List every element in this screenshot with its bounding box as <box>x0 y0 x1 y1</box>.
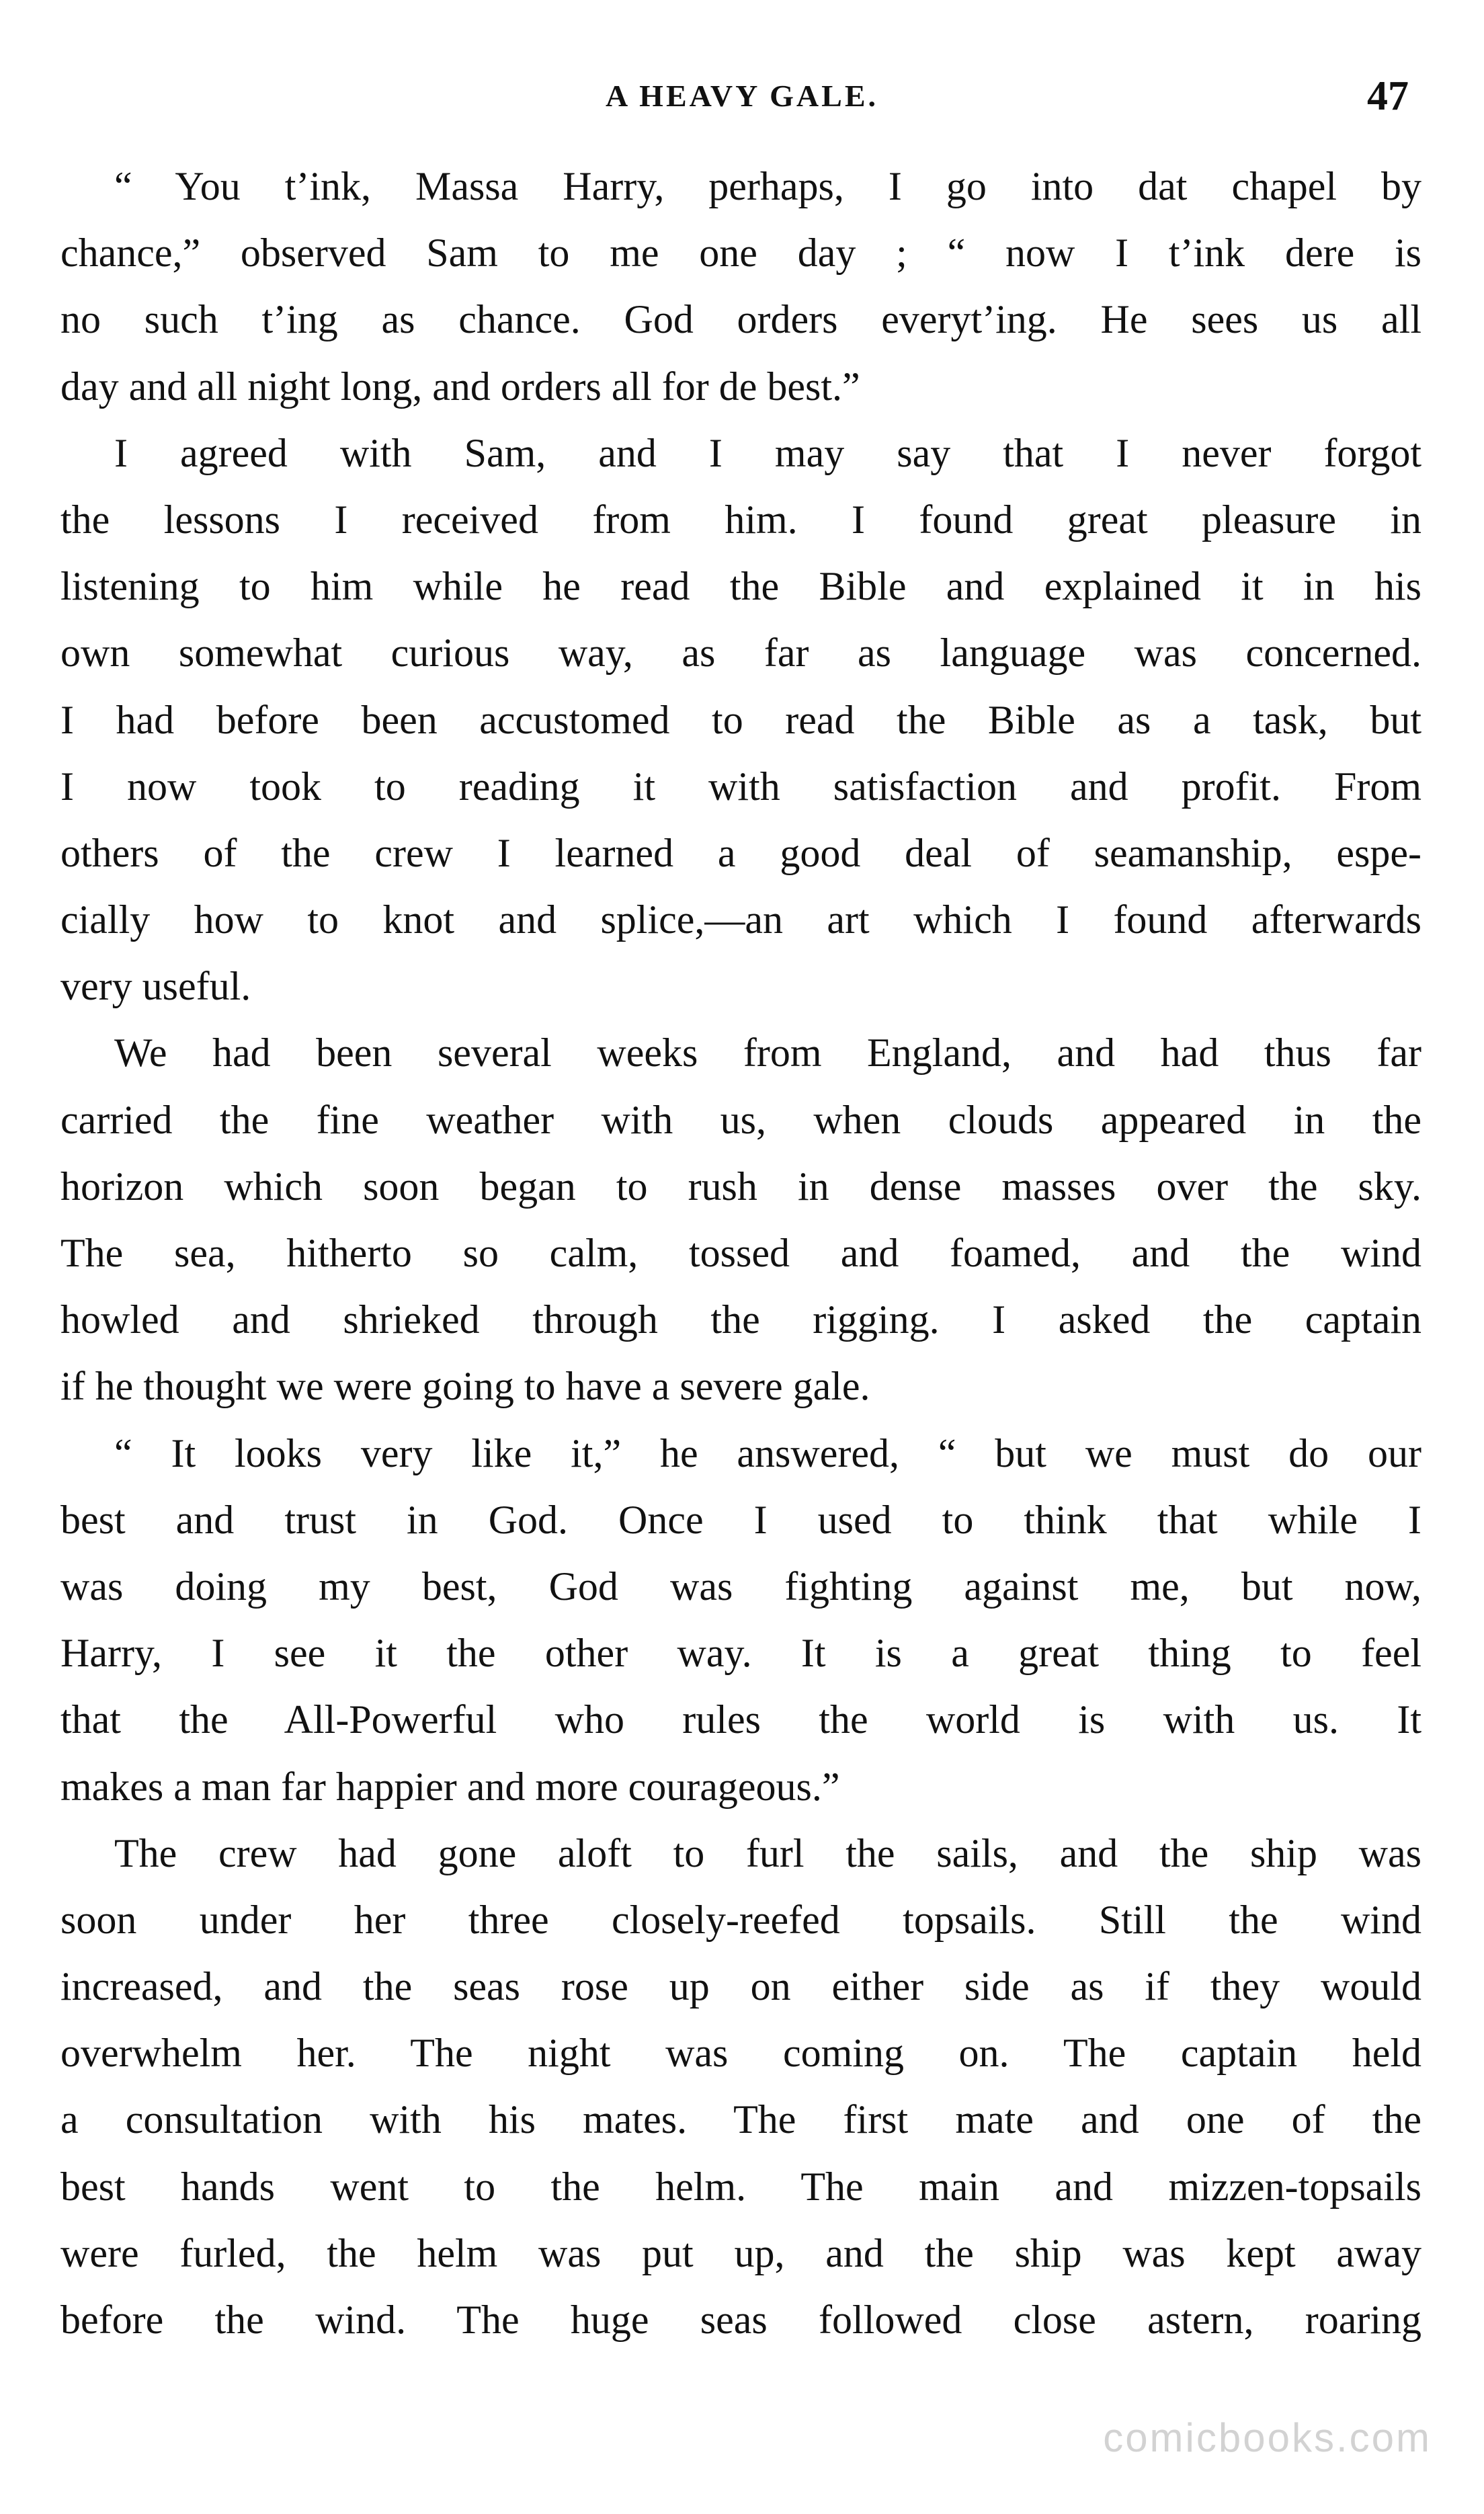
paragraph-4 <box>60 1420 1421 1820</box>
text-line: I now took to reading it with satisfaction and profit. From <box>60 764 1421 809</box>
watermark: comicbooks.com <box>1103 2415 1432 2460</box>
text-line: I had before been accustomed to read the Bible as a task, but <box>60 697 1421 742</box>
text-line: own somewhat curious way, as far as language was concerned. <box>60 631 1421 676</box>
text-line: “ You t’ink, Massa Harry, perhaps, I go into dat chapel by <box>114 164 1421 208</box>
text-line: carried the fine weather with us, when clouds appeared in the <box>60 1097 1421 1142</box>
text-line: best hands went to the helm. The main and mizzen-topsails <box>60 2164 1421 2209</box>
text-line: The sea, hitherto so calm, tossed and foamed, and the wind <box>60 1231 1421 1275</box>
paragraph-3 <box>60 1020 1421 1420</box>
text-line: soon under her three closely-reefed topsails. Still the wind <box>60 1897 1421 1942</box>
text-line: the lessons I received from him. I found great pleasure in <box>60 497 1421 542</box>
text-line: horizon which soon began to rush in dense masses over the sky. <box>60 1164 1421 1209</box>
text-line: day and all night long, and orders all for de best.” <box>60 364 860 409</box>
running-title: A HEAVY GALE. <box>605 79 879 113</box>
text-line: very useful. <box>60 964 251 1009</box>
paragraph-5 <box>60 1820 1421 2354</box>
text-line: Harry, I see it the other way. It is a great thing to feel <box>60 1631 1421 1676</box>
text-line: overwhelm her. The night was coming on. The captain held <box>60 2031 1421 2076</box>
page-number: 47 <box>1367 73 1409 119</box>
paragraph-1 <box>60 153 1421 420</box>
text-line: were furled, the helm was put up, and the ship was kept away <box>60 2230 1421 2275</box>
text-line: We had been several weeks from England, and had thus far <box>114 1030 1421 1076</box>
text-line: no such t’ing as chance. God orders everyt’ing. He sees us all <box>60 297 1421 342</box>
text-line: listening to him while he read the Bible and explained it in his <box>60 564 1421 609</box>
text-line: The crew had gone aloft to furl the sails, and the ship was <box>114 1830 1421 1875</box>
text-line: was doing my best, God was fighting against me, but now, <box>60 1564 1421 1609</box>
text-line: I agreed with Sam, and I may say that I never forgot <box>114 430 1421 475</box>
text-line: increased, and the seas rose up on either side as if they would <box>60 1964 1421 2009</box>
text-line: makes a man far happier and more courageous.” <box>60 1764 840 1809</box>
running-head <box>60 73 1424 126</box>
body-text <box>60 153 1421 2353</box>
text-line: that the All-Powerful who rules the world is with us. It <box>60 1697 1421 1742</box>
text-line: others of the crew I learned a good deal of seamanship, espe- <box>60 830 1421 875</box>
text-line: howled and shrieked through the rigging. I asked the captain <box>60 1297 1421 1342</box>
text-line: if he thought we were going to have a severe gale. <box>60 1364 870 1409</box>
text-line: before the wind. The huge seas followed close astern, roaring <box>60 2298 1421 2342</box>
text-line: best and trust in God. Once I used to think that while I <box>60 1497 1421 1542</box>
text-line: chance,” observed Sam to me one day ; “ now I t’ink dere is <box>60 231 1421 276</box>
paragraph-2 <box>60 420 1421 1020</box>
text-line: a consultation with his mates. The first mate and one of the <box>60 2097 1421 2142</box>
text-line: “ It looks very like it,” he answered, “ but we must do our <box>114 1430 1421 1475</box>
text-line: cially how to knot and splice,—an art which I found afterwards <box>60 897 1421 942</box>
